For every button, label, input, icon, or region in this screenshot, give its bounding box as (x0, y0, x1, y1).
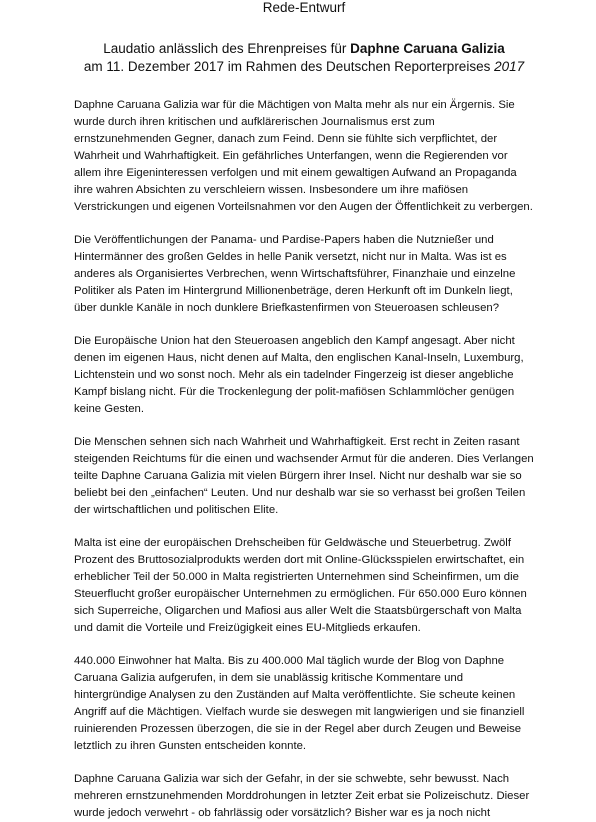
speech-body (74, 97, 534, 822)
title-date-text: am 11. Dezember 2017 im Rahmen des Deutschen Reporterpreises (83, 59, 495, 74)
document-page (74, 0, 534, 822)
paragraph: Malta ist eine der europäischen Drehscheiben für Geldwäsche und Steuerbetrug. Zwölf Prozent des Bruttosozialprodukts werden dort mit Online-Glücksspielen erwirtschaftet, ein erheblicher Teil der 50.000 in Malta registrierten Unternehmen sind Scheinfirmen, um die Steuerflucht großer europäischer Unternehmen zu ermöglichen. Für 650.000 Euro können sich Superreiche, Oligarchen und Mafiosi aus aller Welt die Staatsbürgerschaft von Malta und damit die Vorteile und Freizügigkeit eines EU-Mitglieds erkaufen. (74, 537, 527, 634)
title-line-1 (74, 40, 534, 58)
document-title (74, 40, 534, 76)
paragraph: Daphne Caruana Galizia war sich der Gefahr, in der sie schwebte, sehr bewusst. Nach mehreren ernstzunehmenden Morddrohungen in letzter Zeit erbat sie Polizeischutz. Dieser wurde jedoch verwehrt - ob fahrlässig oder vorsätzlich? Bisher war es ja noch nicht (74, 773, 530, 819)
title-line-2 (74, 58, 534, 76)
paragraph: Die Veröffentlichungen der Panama- und Pardise-Papers haben die Nutznießer und Hintermänner des großen Geldes in helle Panik versetzt, nicht nur in Malta. Was ist es anderes als Organisiertes Verbrechen, wenn Wirtschaftsführer, Finanzhaie und einzelne Politiker als Paten im Hintergrund Millionenbeträge, deren Herkunft oft im Dunkeln liegt, über dunkle Kanäle in noch dunklere Briefkastenfirmen von Steueroasen schleusen? (74, 234, 516, 314)
paragraph: 440.000 Einwohner hat Malta. Bis zu 400.000 Mal täglich wurde der Blog von Daphne Caruana Galizia aufgerufen, in dem sie unablässig kritische Kommentare und hintergründige Analysen zu den Zuständen auf Malta veröffentlichte. Sie scheute keinen Angriff auf die Mächtigen. Vielfach wurde sie deswegen mit langwierigen und sie finanziell ruinierenden Prozessen überzogen, die sie in der Regel aber durch Zeugen und Beweise letztlich zu ihren Gunsten entscheiden konnte. (74, 655, 525, 752)
paragraph: Die Menschen sehnen sich nach Wahrheit und Wahrhaftigkeit. Erst recht in Zeiten rasant steigenden Reichtums für die einen und wachsender Armut für die anderen. Dies Verlangen teilte Daphne Caruana Galizia mit vielen Bürgern ihrer Insel. Nicht nur deshalb war sie so beliebt bei den „einfachen“ Leuten. Und nur deshalb war sie so verhasst bei großen Teilen der wirtschaftlichen und politischen Elite. (74, 436, 534, 516)
document-kind-label: Rede-Entwurf (262, 0, 346, 15)
paragraph: Daphne Caruana Galizia war für die Mächtigen von Malta mehr als nur ein Ärgernis. Sie wurde durch ihren kritischen und aufklärerischen Journalismus erst zum ernstzunehmenden Gegner, danach zum Feind. Denn sie fühlte sich verpflichtet, der Wahrheit und Wahrhaftigkeit. Ein gefährliches Unterfangen, wenn die Regierenden vor allem ihre Eigeninteressen verfolgen und mit einem gewaltigen Aufwand an Propaganda ihre wahren Absichten zu verschleiern wissen. Insbesondere um ihre mafiösen Verstrickungen und eigenen Vorteilsnahmen vor den Augen der Öffentlichkeit zu verbergen. (74, 99, 533, 213)
title-year: 2017 (494, 59, 525, 74)
paragraph: Die Europäische Union hat den Steueroasen angeblich den Kampf angesagt. Aber nicht denen im eigenen Haus, nicht denen auf Malta, den englischen Kanal-Inseln, Luxemburg, Lichtenstein und wo sonst noch. Mehr als ein tadelnder Fingerzeig ist dieser angebliche Kampf bislang nicht. Für die Trockenlegung der polit-mafiösen Schlammlöcher genügen keine Gesten. (74, 335, 524, 415)
honoree-name: Daphne Caruana Galizia (350, 41, 505, 56)
title-prefix: Laudatio anlässlich des Ehrenpreises für (103, 41, 351, 56)
